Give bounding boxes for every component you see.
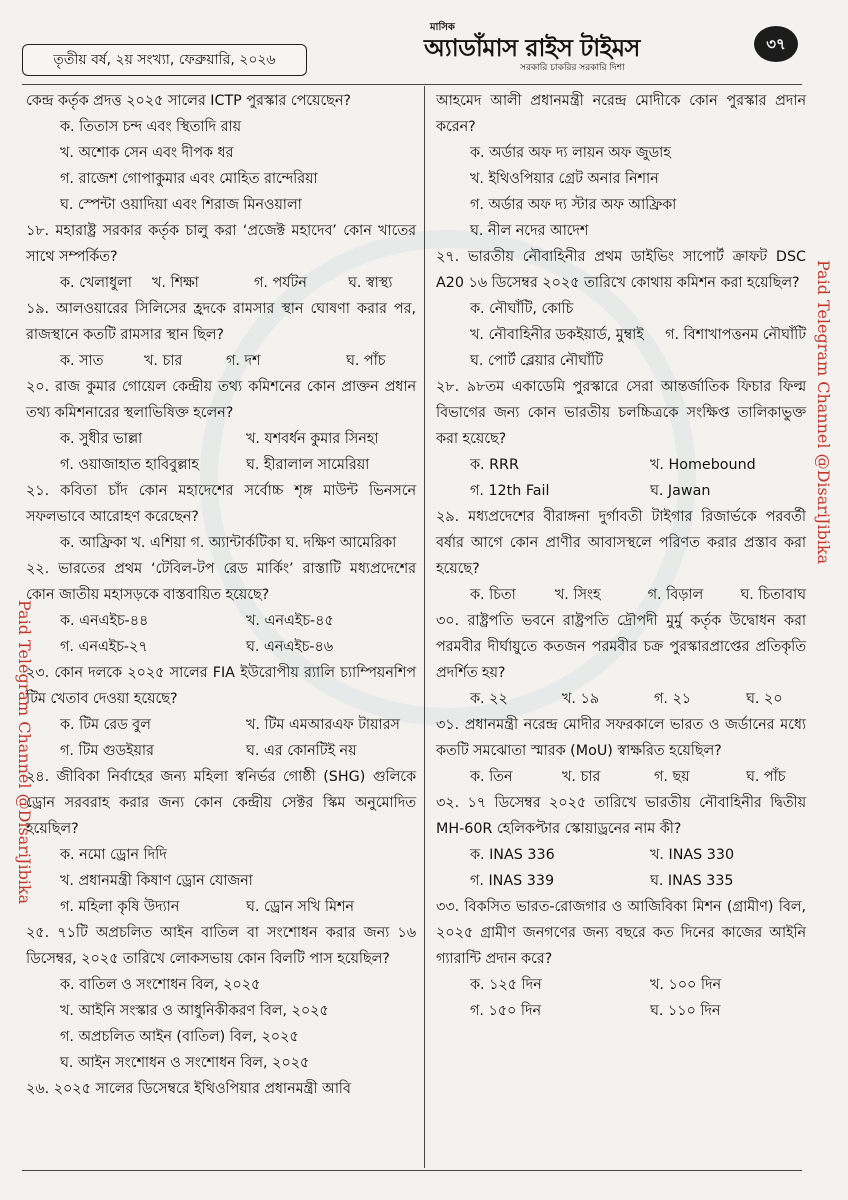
option: গ. ২১	[654, 691, 692, 707]
option: গ. দশ	[226, 353, 261, 369]
column-divider	[424, 86, 425, 1168]
option: ক. নৌঘাঁটি, কোচি	[470, 301, 574, 317]
side-watermark-right: Paid Telegram Channel @DisariJibika	[814, 260, 833, 565]
options-row	[26, 894, 416, 920]
option: গ. অর্ডার অফ দ্য স্টার অফ আফ্রিকা	[470, 197, 677, 213]
option: গ. টিম গুডইয়ার	[60, 743, 154, 759]
question-24: ২৪. জীবিকা নির্বাহের জন্য মহিলা স্বনির্ভর গোষ্ঠী (SHG) গুলিকে ড্রোন সরবরাহ করার জন্য কোন কেন্দ্রীয় সেক্টর স্কিম অনুমোদিত হয়েছিল?	[26, 769, 416, 837]
option: গ. পর্যটন	[254, 275, 307, 291]
option: গ. ১৫০ দিন	[470, 1003, 541, 1019]
option: ক. INAS 336	[470, 847, 555, 863]
question-25: ২৫. ৭১টি অপ্রচলিত আইন বাতিল বা সংশোধন করার জন্য ১৬ ডিসেম্বর, ২০২৫ তারিখে লোকসভায় কোন বিলটি পাস হয়েছিল?	[26, 925, 416, 967]
option: খ. ১০০ দিন	[650, 977, 722, 993]
option: ঘ. পাঁচ	[346, 353, 386, 369]
question-17-tail: কেন্দ্র কর্তৃক প্রদত্ত ২০২৫ সালের ICTP পুরস্কার পেয়েছেন?	[26, 93, 351, 109]
header-divider	[22, 84, 802, 85]
option: ঘ. হীরালাল সামেরিয়া	[246, 457, 370, 473]
option: খ. নৌবাহিনীর ডকইয়ার্ড, মুম্বাই	[470, 327, 644, 343]
options-row	[26, 426, 416, 452]
options-row	[436, 998, 806, 1024]
options-row	[26, 270, 416, 296]
question-26-tail: আহমেদ আলী প্রধানমন্ত্রী নরেন্দ্র মোদীকে কোন পুরস্কার প্রদান করেন?	[436, 93, 806, 135]
options-row	[436, 972, 806, 998]
right-column	[436, 88, 806, 1024]
option: ক. সুধীর ভাল্লা	[60, 431, 143, 447]
option: খ. অশোক সেন এবং দীপক ধর	[60, 145, 234, 161]
masthead-tagline: সরকারি চাকরির সরকারি দিশা	[520, 63, 625, 73]
option: ঘ. এনএইচ-৪৬	[246, 639, 334, 655]
side-watermark-left: Paid Telegram Channel @DisariJibika	[15, 600, 34, 905]
option: গ. বিড়াল	[647, 587, 704, 603]
question-31: ৩১. প্রধানমন্ত্রী নরেন্দ্র মোদীর সফরকালে ভারত ও জর্ডানের মধ্যে কতটি সমঝোতা স্মারক (MoU) স্বাক্ষরিত হয়েছিল?	[436, 717, 806, 759]
options-row	[436, 582, 806, 608]
option: খ. এনএইচ-৪৫	[246, 613, 334, 629]
option: ক. চিতা	[470, 587, 516, 603]
question-33: ৩৩. বিকসিত ভারত-রোজগার ও আজিবিকা মিশন (গ্রামীণ) বিল, ২০২৫ গ্রামীণ জনগণের জন্য বছরে কত দিনের কাজের আইনি গ্যারান্টি প্রদান করে?	[436, 899, 806, 967]
option: ঘ. INAS 335	[650, 873, 734, 889]
question-19: ১৯. আলওয়ারের সিলিসের হ্রদকে রামসার স্থান ঘোষণা করার পর, রাজস্থানে কতটি রামসার স্থান ছিল?	[26, 301, 416, 343]
options-row	[436, 868, 806, 894]
question-26-head: ২৬. ২০২৫ সালের ডিসেম্বরে ইথিওপিয়ার প্রধানমন্ত্রী আবি	[26, 1081, 351, 1097]
question-23: ২৩. কোন দলকে ২০২৫ সালের FIA ইউরোপীয় র‍্যালি চ্যাম্পিয়নশিপ টিম খেতাব দেওয়া হয়েছে?	[26, 665, 416, 707]
option: খ. ইথিওপিয়ার গ্রেট অনার নিশান	[470, 171, 659, 187]
options-row	[26, 738, 416, 764]
option: ঘ. পাঁচ	[746, 769, 786, 785]
option: ঘ. স্পেন্টা ওয়াদিয়া এবং শিরাজ মিনওয়ালা	[60, 197, 302, 213]
option: ঘ. পোর্ট ব্লেয়ার নৌঘাঁটি	[470, 353, 604, 369]
option: খ. যশবর্ধন কুমার সিনহা	[246, 431, 379, 447]
option: গ. ছয়	[654, 769, 690, 785]
option: ক. নমো ড্রোন দিদি	[60, 847, 167, 863]
option: গ. রাজেশ গোপাকুমার এবং মোহিত রান্দেরিয়া	[60, 171, 318, 187]
question-28: ২৮. ৯৮তম একাডেমি পুরস্কারে সেরা আন্তর্জাতিক ফিচার ফিল্ম বিভাগের জন্য কোন ভারতীয় চলচ্চিত্রকে সংক্ষিপ্ত তালিকাভুক্ত করা হয়েছে?	[436, 379, 806, 447]
page-number: ৩৭	[754, 26, 798, 62]
question-30: ৩০. রাষ্ট্রপতি ভবনে রাষ্ট্রপতি দ্রৌপদী মুর্মু কর্তৃক উদ্বোধন করা পরমবীর দীর্ঘায়ুতে কতজন পরমবীর চক্র পুরস্কারপ্রাপ্তের প্রতিকৃতি প্রদর্শিত হয়?	[436, 613, 806, 681]
option: ক. বাতিল ও সংশোধন বিল, ২০২৫	[60, 977, 261, 993]
option: ক. সাত	[60, 353, 104, 369]
option: ঘ. আইন সংশোধন ও সংশোধন বিল, ২০২৫	[60, 1055, 310, 1071]
masthead-small: মাসিক	[430, 22, 455, 33]
question-21: ২১. কবিতা চাঁদ কোন মহাদেশের সর্বোচ্চ শৃঙ্গ মাউন্ট ভিনসনে সফলভাবে আরোহণ করেছেন?	[26, 483, 416, 525]
option: ক. তিতাস চন্দ এবং স্থিতাদি রায়	[60, 119, 242, 135]
option: গ. ওয়াজাহাত হাবিবুল্লাহ	[60, 457, 199, 473]
options-row	[436, 452, 806, 478]
option: ঘ. ড্রোন সখি মিশন	[246, 899, 354, 915]
question-32: ৩২. ১৭ ডিসেম্বর ২০২৫ তারিখে ভারতীয় নৌবাহিনীর দ্বিতীয় MH-60R হেলিকপ্টার স্কোয়াড্রনের নাম কী?	[436, 795, 806, 837]
options-row	[436, 686, 806, 712]
option: ক. অর্ডার অফ দ্য লায়ন অফ জুডাহ	[470, 145, 671, 161]
option: খ. প্রধানমন্ত্রী কিষাণ ড্রোন যোজনা	[60, 873, 253, 889]
masthead	[420, 20, 650, 74]
question-18: ১৮. মহারাষ্ট্র সরকার কর্তৃক চালু করা ‘প্রজেক্ট মহাদেব’ কোন খাতের সাথে সম্পর্কিত?	[26, 223, 416, 265]
options-row	[26, 712, 416, 738]
option: খ. শিক্ষা	[152, 275, 199, 291]
option: ঘ. ২০	[746, 691, 783, 707]
option: ক. খেলাধুলা	[60, 275, 132, 291]
option: ঘ. Jawan	[650, 483, 711, 499]
option: ক. ১২৫ দিন	[470, 977, 542, 993]
option: ক. এনএইচ-৪৪	[60, 613, 149, 629]
question-22: ২২. ভারতের প্রথম ‘টেবিল-টপ রেড মার্কিং’ রাস্তাটি মধ্যপ্রদেশের কোন জাতীয় মহাসড়কে বাস্তবায়িত হয়েছে?	[26, 561, 416, 603]
option: ঘ. নীল নদের আদেশ	[470, 223, 589, 239]
option: গ. এনএইচ-২৭	[60, 639, 148, 655]
question-27: ২৭. ভারতীয় নৌবাহিনীর প্রথম ডাইভিং সাপোর্ট ক্রাফট DSC A20 ১৬ ডিসেম্বর ২০২৫ তারিখে কোথায় কমিশন করা হয়েছিল?	[436, 249, 806, 291]
question-29: ২৯. মধ্যপ্রদেশের বীরাঙ্গনা দুর্গাবতী টাইগার রিজার্ভকে পরবর্তী বর্ষার আগে কোন প্রাণীর আবাসস্থলে পরিণত করার প্রস্তাব করা হয়েছে?	[436, 509, 806, 577]
option: খ. সিংহ	[554, 587, 601, 603]
option: খ. Homebound	[650, 457, 756, 473]
option: ঘ. এর কোনটিই নয়	[246, 743, 357, 759]
option: ক. RRR	[470, 457, 519, 473]
options-row	[26, 452, 416, 478]
options-row	[436, 764, 806, 790]
left-column	[26, 88, 416, 1102]
option: ক. তিন	[470, 769, 513, 785]
option: গ. INAS 339	[470, 873, 555, 889]
option: ঘ. স্বাস্থ্য	[348, 275, 393, 291]
option: খ. চার	[562, 769, 601, 785]
option: খ. চার	[144, 353, 183, 369]
option: গ. মহিলা কৃষি উদ্যান	[60, 899, 180, 915]
options-row	[436, 842, 806, 868]
option: খ. ১৯	[562, 691, 600, 707]
options-row	[436, 322, 806, 348]
option: ঘ. চিতাবাঘ	[740, 587, 806, 603]
issue-info: তৃতীয় বর্ষ, ২য় সংখ্যা, ফেব্রুয়ারি, ২০২৬	[22, 44, 307, 76]
footer-divider	[22, 1170, 802, 1171]
option: খ. INAS 330	[650, 847, 735, 863]
option: ক. টিম রেড বুল	[60, 717, 151, 733]
option: খ. টিম এমআরএফ টায়ারস	[246, 717, 400, 733]
options-row	[26, 348, 416, 374]
option: গ. অপ্রচলিত আইন (বাতিল) বিল, ২০২৫	[60, 1029, 299, 1045]
option: খ. আইনি সংস্কার ও আধুনিকীকরণ বিল, ২০২৫	[60, 1003, 329, 1019]
option: গ. বিশাখাপত্তনম নৌঘাঁটি	[665, 327, 806, 343]
option: ক. আফ্রিকা খ. এশিয়া গ. অ্যান্টার্কটিকা ঘ. দক্ষিণ আমেরিকা	[60, 535, 397, 551]
option: ক. ২২	[470, 691, 508, 707]
options-row	[26, 634, 416, 660]
options-row	[26, 608, 416, 634]
option: গ. 12th Fail	[470, 483, 550, 499]
masthead-title: অ্যাডাঁমাস রাইস টাইমস	[424, 34, 640, 62]
option: ঘ. ১১০ দিন	[650, 1003, 721, 1019]
options-row	[436, 478, 806, 504]
question-20: ২০. রাজ কুমার গোয়েল কেন্দ্রীয় তথ্য কমিশনের কোন প্রাক্তন প্রধান তথ্য কমিশনারের স্থলাভিষিক্ত হলেন?	[26, 379, 416, 421]
